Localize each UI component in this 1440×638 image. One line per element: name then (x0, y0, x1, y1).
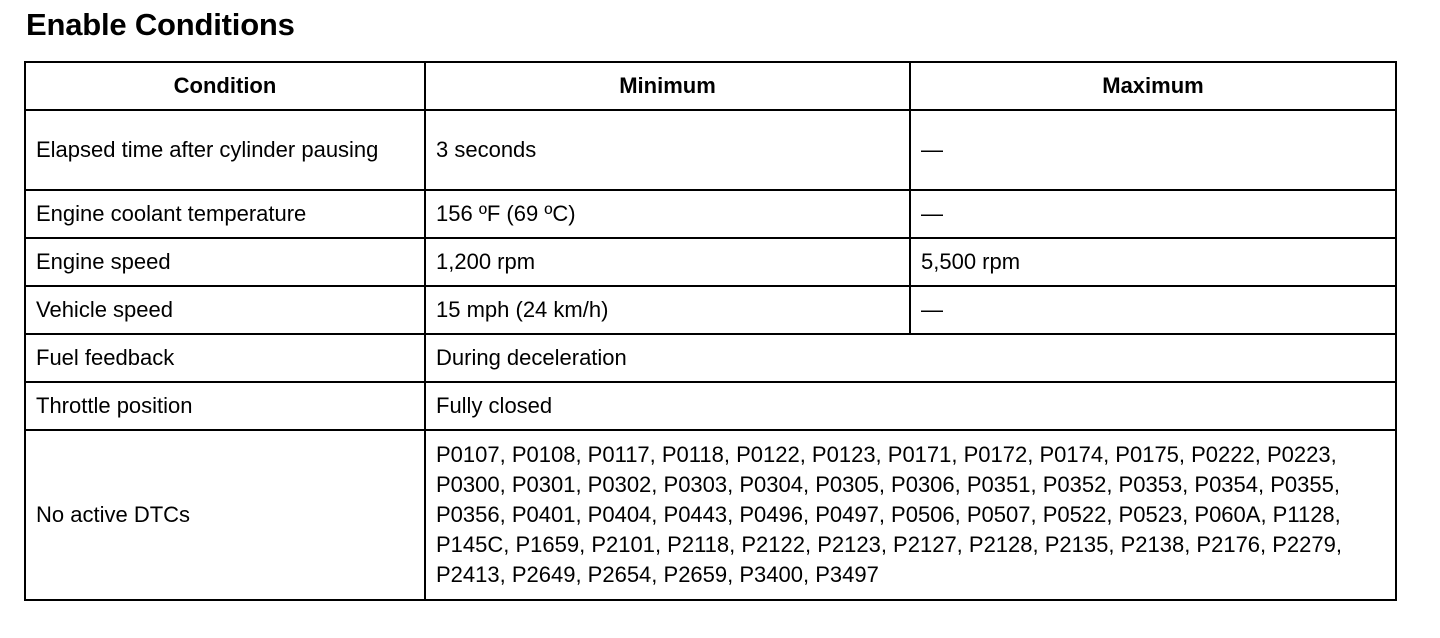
condition-cell: Vehicle speed (25, 286, 425, 334)
minimum-cell: 3 seconds (425, 110, 910, 190)
header-condition: Condition (25, 62, 425, 110)
condition-cell: Elapsed time after cylinder pausing (25, 110, 425, 190)
table-row (25, 430, 1396, 600)
maximum-cell: — (910, 286, 1396, 334)
table-row (25, 382, 1396, 430)
dtc-list-cell: P0107, P0108, P0117, P0118, P0122, P0123, P0171, P0172, P0174, P0175, P0222, P0223, P0300, P0301, P0302, P0303, P0304, P0305, P0306, P0351, P0352, P0353, P0354, P0355, P0356, P0401, P0404, P0443, P0496, P0497, P0506, P0507, P0522, P0523, P060A, P1128, P145C, P1659, P2101, P2118, P2122, P2123, P2127, P2128, P2135, P2138, P2176, P2279, P2413, P2649, P2654, P2659, P3400, P3497 (425, 430, 1396, 600)
table-row (25, 110, 1396, 190)
condition-cell: Engine speed (25, 238, 425, 286)
maximum-cell: — (910, 110, 1396, 190)
minimum-cell: 15 mph (24 km/h) (425, 286, 910, 334)
value-cell: During deceleration (425, 334, 1396, 382)
table-row (25, 238, 1396, 286)
condition-cell: Fuel feedback (25, 334, 425, 382)
table-row (25, 334, 1396, 382)
page-title: Enable Conditions (26, 7, 295, 42)
table-row (25, 190, 1396, 238)
minimum-cell: 1,200 rpm (425, 238, 910, 286)
condition-cell: Engine coolant temperature (25, 190, 425, 238)
value-cell: Fully closed (425, 382, 1396, 430)
header-maximum: Maximum (910, 62, 1396, 110)
enable-conditions-table (24, 61, 1397, 601)
table-row (25, 286, 1396, 334)
table-header-row (25, 62, 1396, 110)
maximum-cell: 5,500 rpm (910, 238, 1396, 286)
maximum-cell: — (910, 190, 1396, 238)
header-minimum: Minimum (425, 62, 910, 110)
condition-cell: Throttle position (25, 382, 425, 430)
minimum-cell: 156 ºF (69 ºC) (425, 190, 910, 238)
condition-cell: No active DTCs (25, 430, 425, 600)
